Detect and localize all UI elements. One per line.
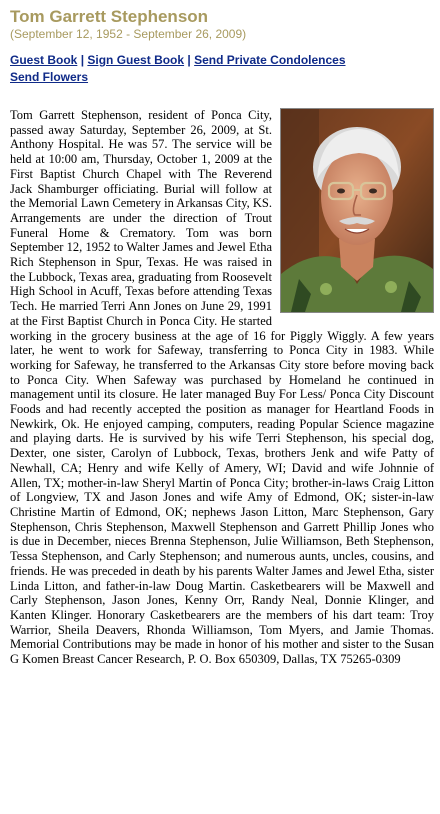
sign-guest-book-link[interactable]: Sign Guest Book	[87, 53, 185, 67]
life-dates: (September 12, 1952 - September 26, 2009)	[10, 27, 247, 41]
portrait-image	[281, 109, 433, 312]
portrait-photo	[280, 108, 434, 313]
send-flowers-link[interactable]: Send Flowers	[10, 70, 89, 84]
obituary-text: Tom Garrett Stephenson, resident of Ponca City, passed away Saturday, September 26, 2009, at St. Anthony Hospital. He was 57. The service will be held at 10:00 am, Thursday, October 1, 2009 at the First Baptist Church Chapel with The Reverend Jack Shamburger officiating. Burial will follow at the Memorial Lawn Cemetery in Arkansas City, KS. Arrangements are under the direction of Trout Funeral Home & Crematory. Tom was born September 12, 1952 to Walter James and Jewel Etha Rich Stephenson in Spur, Texas. He was raised in the Lubbock, Texas area, graduating from Roosevelt High School in Acuff, Texas before attending Texas Tech. He married Terri Ann Jones on June 29, 1991 at the First Baptist Church in Ponca City. He started working in the grocery business at the age of 16 for Piggly Wiggly. A few years later, he went to work for Safeway, transferring to Ponca City in 1983. While working for Safeway, he transferred to the Arkansas City store before moving back to Ponca City. When Safeway was purchased by Homeland he continued in management until its closure. He later managed Buy For Less/ Ponca City Discount Foods and had recently accepted the position as manager for Heartland Foods in Newkirk, Ok. He enjoyed camping, computers, reading Popular Science magazine and playing darts. He is survived by his wife Terri Stephenson, his special dog, Dexter, one sister, Carolyn of Lubbock, Texas, brothers Jenk and wife Patty of Newhall, CA; Henry and wife Kelly of Amery, WI; David and wife Johnnie of Allen, TX; mother-in-law Sheryl Martin of Ponca City; brother-in-laws Craig Litton of Longview, TX and Jason Jones and wife Amy of Edmond, OK; sister-in-law Christine Martin of Edmond, OK; nephews Jason Litton, Marc Stephenson, Gary Stephenson, Chris Stephenson, Maxwell Stephenson and Garrett Phillip Jones who is due in December, nieces Brenna Stephenson, Julie Williamson, Beth Stephenson, Tessa Stephenson, and Carly Stephenson; and numerous aunts, uncles, cousins, and friends. He was preceded in death by his parents Walter James and Jewel Etha, sister Linda Litton, and father-in-law Doug Martin. Casketbearers will be Maxwell and Carly Stephenson, Jason Jones, Kenny Orr, Randy Neal, Donnie Klinger, and Kanten Klinger. Honorary Casketbearers are the members of his dart team: Troy Warrior, Sheila Deavers, Rhonda Williamson, Tom Myers, and Jamie Thomas. Memorial Contributions may be made in honor of his mother and sister to the Susan G Komen Breast Cancer Research, P. O. Box 650309, Dallas, TX 75265-0309	[10, 108, 434, 667]
page-title: Tom Garrett Stephenson	[10, 7, 209, 26]
action-links	[10, 52, 435, 86]
guest-book-link[interactable]: Guest Book	[10, 53, 78, 67]
link-separator: |	[187, 53, 191, 67]
link-separator: |	[80, 53, 85, 67]
obituary-header	[10, 6, 435, 41]
obituary-body	[10, 108, 434, 667]
send-private-condolences-link[interactable]: Send Private Condolences	[194, 53, 346, 67]
